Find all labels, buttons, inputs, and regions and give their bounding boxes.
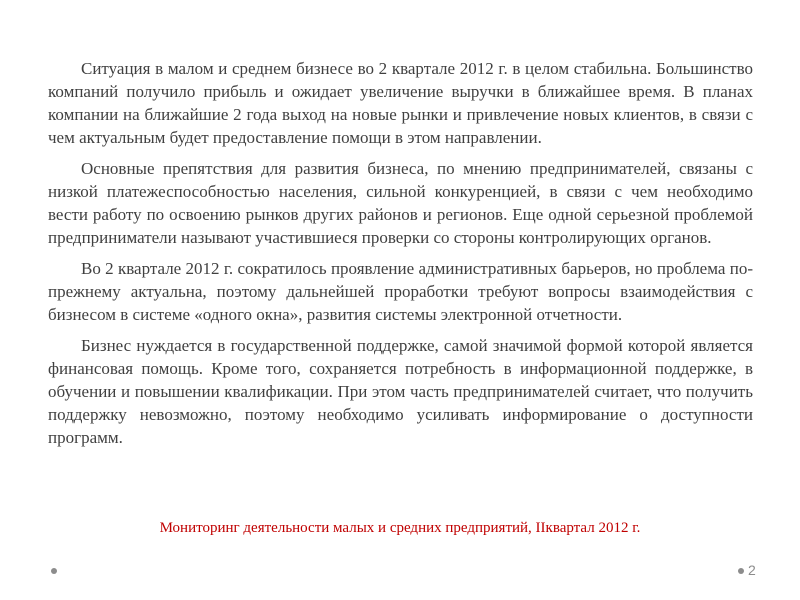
page-number: 2: [748, 562, 756, 578]
bullet-dot-icon: [51, 568, 57, 574]
paragraph-obstacles: Основные препятствия для развития бизнеса, по мнению предпринимателей, связаны с низкой платежеспособностью населения, сильной конкуренцией, в связи с чем необходимо вести работу по освоению рынков других районов и регионов. Еще одной серьезной проблемой предприниматели называют участившиеся проверки со стороны контролирующих органов.: [48, 159, 753, 247]
paragraph-barriers: Во 2 квартале 2012 г. сократилось проявление административных барьеров, но проблема по-прежнему актуальна, поэтому дальнейшей проработки требуют вопросы взаимодействия с бизнесом в системе «одного окна», развития системы электронной отчетности.: [48, 259, 753, 324]
body-text: [48, 57, 753, 457]
source-note: Мониторинг деятельности малых и средних предприятий, IIквартал 2012 г.: [159, 520, 641, 536]
paragraph-situation: Ситуация в малом и среднем бизнесе во 2 квартале 2012 г. в целом стабильна. Большинство компаний получило прибыль и ожидает увеличение выручки в ближайшее время. В планах компании на ближайшие 2 года выход на новые рынки и привлечение новых клиентов, в связи с чем актуальным будет предоставление помощи в этом направлении.: [48, 59, 753, 147]
paragraph-support: Бизнес нуждается в государственной поддержке, самой значимой формой которой является финансовая помощь. Кроме того, сохраняется потребность в информационной поддержке, в обучении и повышении квалификации. При этом часть предпринимателей считает, что получить поддержку невозможно, поэтому необходимо усиливать информирование о доступности программ.: [48, 336, 753, 447]
bullet-dot-icon: [738, 568, 744, 574]
